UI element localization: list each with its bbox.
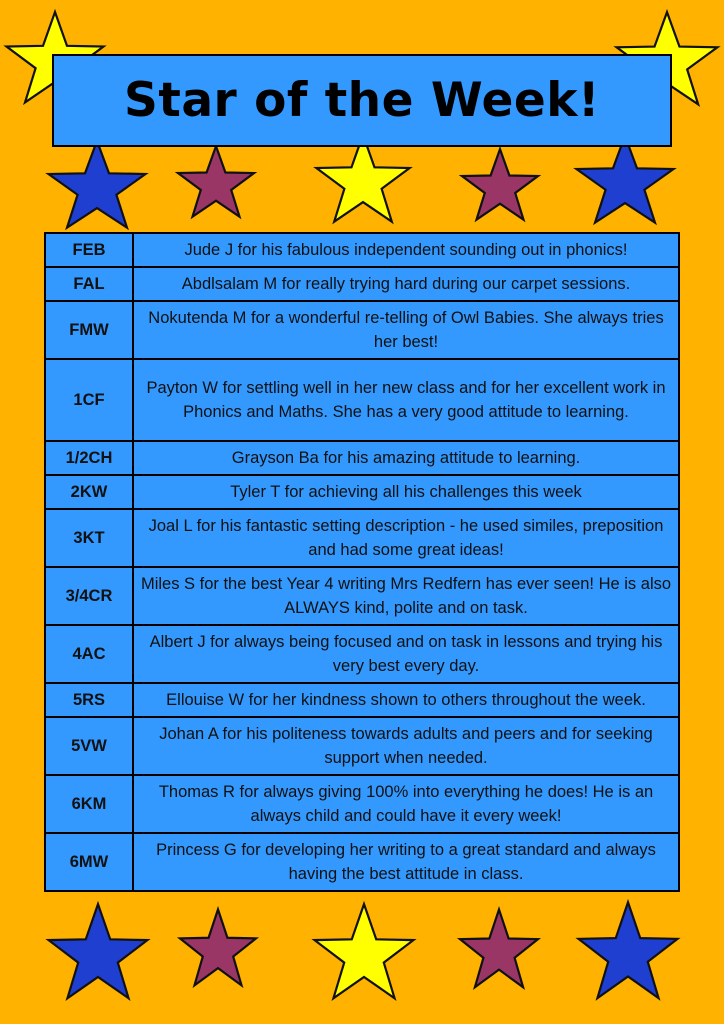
star-icon: [458, 906, 540, 992]
table-row: [45, 625, 679, 683]
star-of-week-table: [44, 232, 680, 892]
star-icon: [576, 898, 680, 1004]
star-icon: [46, 900, 150, 1004]
table-row: [45, 509, 679, 567]
page-title: Star of the Week!: [124, 73, 600, 128]
table-row: [45, 441, 679, 475]
star-icon: [46, 137, 148, 233]
star-icon: [460, 146, 540, 224]
table-row: [45, 717, 679, 775]
class-code: 3KT: [45, 509, 133, 567]
table-row: [45, 683, 679, 717]
table-row: [45, 475, 679, 509]
award-text: Johan A for his politeness towards adults and peers and for seeking support when needed.: [133, 717, 679, 775]
table-row: [45, 359, 679, 441]
table-row: [45, 567, 679, 625]
award-text: Thomas R for always giving 100% into everything he does! He is an always child and could have it every week!: [133, 775, 679, 833]
class-code: 4AC: [45, 625, 133, 683]
award-text: Princess G for developing her writing to a great standard and always having the best attitude in class.: [133, 833, 679, 891]
class-code: FMW: [45, 301, 133, 359]
class-code: 1/2CH: [45, 441, 133, 475]
award-text: Miles S for the best Year 4 writing Mrs Redfern has ever seen! He is also ALWAYS kind, polite and on task.: [133, 567, 679, 625]
class-code: 3/4CR: [45, 567, 133, 625]
class-code: 5RS: [45, 683, 133, 717]
class-code: FEB: [45, 233, 133, 267]
award-text: Ellouise W for her kindness shown to others throughout the week.: [133, 683, 679, 717]
award-text: Payton W for settling well in her new class and for her excellent work in Phonics and Maths. She has a very good attitude to learning.: [133, 359, 679, 441]
star-icon: [312, 900, 416, 1004]
table-row: [45, 233, 679, 267]
class-code: 1CF: [45, 359, 133, 441]
table-row: [45, 301, 679, 359]
award-text: Grayson Ba for his amazing attitude to learning.: [133, 441, 679, 475]
table-row: [45, 267, 679, 301]
award-text: Nokutenda M for a wonderful re-telling of Owl Babies. She always tries her best!: [133, 301, 679, 359]
award-text: Joal L for his fantastic setting description - he used similes, preposition and had some great ideas!: [133, 509, 679, 567]
star-icon: [176, 143, 256, 221]
table-row: [45, 833, 679, 891]
class-code: FAL: [45, 267, 133, 301]
award-text: Albert J for always being focused and on task in lessons and trying his very best every day.: [133, 625, 679, 683]
class-code: 6KM: [45, 775, 133, 833]
star-icon: [178, 906, 258, 990]
award-text: Jude J for his fabulous independent sounding out in phonics!: [133, 233, 679, 267]
class-code: 6MW: [45, 833, 133, 891]
class-code: 5VW: [45, 717, 133, 775]
table-row: [45, 775, 679, 833]
award-text: Abdlsalam M for really trying hard during our carpet sessions.: [133, 267, 679, 301]
class-code: 2KW: [45, 475, 133, 509]
award-text: Tyler T for achieving all his challenges this week: [133, 475, 679, 509]
title-banner: [52, 54, 672, 147]
